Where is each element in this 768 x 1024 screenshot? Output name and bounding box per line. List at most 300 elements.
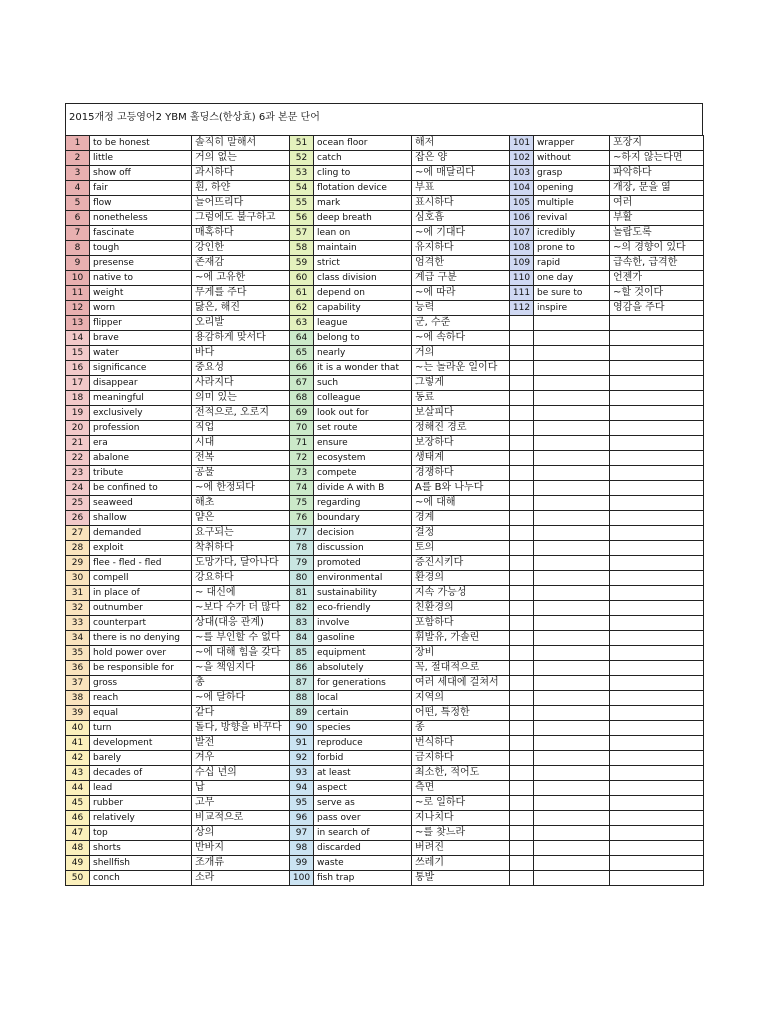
table-row: [66, 646, 704, 661]
word-number: 45: [66, 796, 90, 811]
empty-cell: [510, 556, 534, 571]
empty-cell: [510, 421, 534, 436]
empty-cell: [510, 511, 534, 526]
korean-meaning: 거의 없는: [192, 151, 290, 166]
english-word: development: [90, 736, 192, 751]
word-number: 37: [66, 676, 90, 691]
empty-cell: [610, 331, 704, 346]
empty-cell: [610, 781, 704, 796]
korean-meaning: ~로 일하다: [412, 796, 510, 811]
korean-meaning: ~에 달하다: [192, 691, 290, 706]
english-word: shallow: [90, 511, 192, 526]
english-word: fish trap: [314, 871, 412, 886]
word-number: 56: [290, 211, 314, 226]
empty-cell: [510, 526, 534, 541]
english-word: weight: [90, 286, 192, 301]
english-word: depend on: [314, 286, 412, 301]
korean-meaning: 경쟁하다: [412, 466, 510, 481]
table-row: [66, 151, 704, 166]
english-word: without: [534, 151, 610, 166]
table-row: [66, 601, 704, 616]
vocabulary-table: [65, 135, 704, 886]
word-number: 71: [290, 436, 314, 451]
word-number: 78: [290, 541, 314, 556]
korean-meaning: 해저: [412, 136, 510, 151]
word-number: 48: [66, 841, 90, 856]
word-number: 23: [66, 466, 90, 481]
empty-cell: [534, 421, 610, 436]
korean-meaning: 능력: [412, 301, 510, 316]
table-row: [66, 751, 704, 766]
english-word: class division: [314, 271, 412, 286]
empty-cell: [534, 391, 610, 406]
english-word: flotation device: [314, 181, 412, 196]
word-number: 8: [66, 241, 90, 256]
word-number: 27: [66, 526, 90, 541]
korean-meaning: 친환경의: [412, 601, 510, 616]
korean-meaning: 심호흡: [412, 211, 510, 226]
empty-cell: [610, 511, 704, 526]
korean-meaning: 버려진: [412, 841, 510, 856]
empty-cell: [610, 631, 704, 646]
empty-cell: [610, 616, 704, 631]
empty-cell: [610, 481, 704, 496]
empty-cell: [610, 856, 704, 871]
english-word: flow: [90, 196, 192, 211]
korean-meaning: 존재감: [192, 256, 290, 271]
word-number: 61: [290, 286, 314, 301]
empty-cell: [610, 466, 704, 481]
empty-cell: [610, 451, 704, 466]
english-word: meaningful: [90, 391, 192, 406]
korean-meaning: 상의: [192, 826, 290, 841]
empty-cell: [510, 496, 534, 511]
empty-cell: [534, 826, 610, 841]
word-number: 96: [290, 811, 314, 826]
table-row: [66, 721, 704, 736]
english-word: multiple: [534, 196, 610, 211]
empty-cell: [534, 691, 610, 706]
korean-meaning: 공물: [192, 466, 290, 481]
empty-cell: [610, 751, 704, 766]
word-number: 81: [290, 586, 314, 601]
english-word: rapid: [534, 256, 610, 271]
english-word: local: [314, 691, 412, 706]
table-row: [66, 481, 704, 496]
empty-cell: [534, 376, 610, 391]
word-number: 38: [66, 691, 90, 706]
english-word: presense: [90, 256, 192, 271]
korean-meaning: 휘발유, 가솔린: [412, 631, 510, 646]
english-word: species: [314, 721, 412, 736]
empty-cell: [510, 766, 534, 781]
korean-meaning: 흰, 하얀: [192, 181, 290, 196]
table-row: [66, 526, 704, 541]
empty-cell: [610, 676, 704, 691]
english-word: be sure to: [534, 286, 610, 301]
empty-cell: [534, 496, 610, 511]
table-row: [66, 856, 704, 871]
table-row: [66, 436, 704, 451]
table-row: [66, 676, 704, 691]
table-row: [66, 616, 704, 631]
korean-meaning: 꼭, 절대적으로: [412, 661, 510, 676]
english-word: barely: [90, 751, 192, 766]
korean-meaning: ~보다 수가 더 많다: [192, 601, 290, 616]
table-row: [66, 841, 704, 856]
word-number: 9: [66, 256, 90, 271]
empty-cell: [510, 706, 534, 721]
empty-cell: [534, 766, 610, 781]
english-word: decision: [314, 526, 412, 541]
table-row: [66, 766, 704, 781]
empty-cell: [534, 316, 610, 331]
vocabulary-table-body: [66, 136, 704, 886]
word-number: 106: [510, 211, 534, 226]
korean-meaning: 고무: [192, 796, 290, 811]
english-word: tough: [90, 241, 192, 256]
table-row: [66, 571, 704, 586]
english-word: flipper: [90, 316, 192, 331]
korean-meaning: ~하지 않는다면: [610, 151, 704, 166]
table-row: [66, 406, 704, 421]
korean-meaning: 도망가다, 달아나다: [192, 556, 290, 571]
word-number: 14: [66, 331, 90, 346]
word-number: 62: [290, 301, 314, 316]
empty-cell: [610, 406, 704, 421]
word-number: 79: [290, 556, 314, 571]
table-row: [66, 241, 704, 256]
empty-cell: [510, 751, 534, 766]
empty-cell: [534, 361, 610, 376]
empty-cell: [610, 646, 704, 661]
korean-meaning: ~의 경향이 있다: [610, 241, 704, 256]
english-word: grasp: [534, 166, 610, 181]
word-number: 93: [290, 766, 314, 781]
english-word: fair: [90, 181, 192, 196]
english-word: little: [90, 151, 192, 166]
korean-meaning: ~할 것이다: [610, 286, 704, 301]
korean-meaning: 오리발: [192, 316, 290, 331]
empty-cell: [510, 811, 534, 826]
word-number: 43: [66, 766, 90, 781]
word-number: 17: [66, 376, 90, 391]
empty-cell: [610, 571, 704, 586]
word-number: 100: [290, 871, 314, 886]
word-number: 55: [290, 196, 314, 211]
korean-meaning: 여러: [610, 196, 704, 211]
empty-cell: [510, 616, 534, 631]
english-word: demanded: [90, 526, 192, 541]
english-word: colleague: [314, 391, 412, 406]
empty-cell: [534, 631, 610, 646]
word-number: 54: [290, 181, 314, 196]
empty-cell: [534, 661, 610, 676]
korean-meaning: 얕은: [192, 511, 290, 526]
word-number: 77: [290, 526, 314, 541]
empty-cell: [534, 556, 610, 571]
english-word: waste: [314, 856, 412, 871]
english-word: revival: [534, 211, 610, 226]
empty-cell: [610, 526, 704, 541]
english-word: native to: [90, 271, 192, 286]
word-number: 47: [66, 826, 90, 841]
table-row: [66, 631, 704, 646]
korean-meaning: 보장하다: [412, 436, 510, 451]
empty-cell: [510, 466, 534, 481]
korean-meaning: 시대: [192, 436, 290, 451]
word-number: 39: [66, 706, 90, 721]
english-word: significance: [90, 361, 192, 376]
word-number: 73: [290, 466, 314, 481]
word-number: 10: [66, 271, 90, 286]
english-word: in search of: [314, 826, 412, 841]
korean-meaning: 정해진 경로: [412, 421, 510, 436]
korean-meaning: 엄격한: [412, 256, 510, 271]
table-row: [66, 811, 704, 826]
korean-meaning: 장비: [412, 646, 510, 661]
table-row: [66, 496, 704, 511]
empty-cell: [510, 736, 534, 751]
english-word: at least: [314, 766, 412, 781]
word-number: 53: [290, 166, 314, 181]
korean-meaning: 조개류: [192, 856, 290, 871]
word-number: 4: [66, 181, 90, 196]
korean-meaning: 매혹하다: [192, 226, 290, 241]
empty-cell: [610, 541, 704, 556]
english-word: compell: [90, 571, 192, 586]
english-word: equal: [90, 706, 192, 721]
table-row: [66, 376, 704, 391]
korean-meaning: 어떤, 특정한: [412, 706, 510, 721]
korean-meaning: 수십 년의: [192, 766, 290, 781]
empty-cell: [610, 391, 704, 406]
korean-meaning: 지나치다: [412, 811, 510, 826]
english-word: seaweed: [90, 496, 192, 511]
word-number: 11: [66, 286, 90, 301]
english-word: counterpart: [90, 616, 192, 631]
empty-cell: [510, 361, 534, 376]
empty-cell: [610, 721, 704, 736]
korean-meaning: 토의: [412, 541, 510, 556]
english-word: relatively: [90, 811, 192, 826]
empty-cell: [510, 406, 534, 421]
english-word: reach: [90, 691, 192, 706]
word-number: 20: [66, 421, 90, 436]
table-row: [66, 796, 704, 811]
empty-cell: [534, 676, 610, 691]
word-number: 72: [290, 451, 314, 466]
korean-meaning: 지속 가능성: [412, 586, 510, 601]
word-number: 65: [290, 346, 314, 361]
empty-cell: [534, 856, 610, 871]
english-word: absolutely: [314, 661, 412, 676]
english-word: be responsible for: [90, 661, 192, 676]
table-row: [66, 466, 704, 481]
korean-meaning: 늘어뜨리다: [192, 196, 290, 211]
empty-cell: [610, 766, 704, 781]
empty-cell: [610, 691, 704, 706]
english-word: ecosystem: [314, 451, 412, 466]
english-word: discarded: [314, 841, 412, 856]
korean-meaning: 전복: [192, 451, 290, 466]
table-row: [66, 511, 704, 526]
empty-cell: [534, 871, 610, 886]
empty-cell: [510, 721, 534, 736]
word-number: 98: [290, 841, 314, 856]
word-number: 3: [66, 166, 90, 181]
word-number: 111: [510, 286, 534, 301]
word-number: 31: [66, 586, 90, 601]
table-row: [66, 421, 704, 436]
table-row: [66, 211, 704, 226]
word-number: 50: [66, 871, 90, 886]
korean-meaning: ~에 대해 힘을 갖다: [192, 646, 290, 661]
empty-cell: [510, 841, 534, 856]
english-word: abalone: [90, 451, 192, 466]
table-row: [66, 271, 704, 286]
table-row: [66, 541, 704, 556]
korean-meaning: 증진시키다: [412, 556, 510, 571]
table-row: [66, 661, 704, 676]
english-word: league: [314, 316, 412, 331]
word-number: 67: [290, 376, 314, 391]
word-number: 109: [510, 256, 534, 271]
korean-meaning: 언젠가: [610, 271, 704, 286]
korean-meaning: ~을 책임지다: [192, 661, 290, 676]
english-word: water: [90, 346, 192, 361]
word-number: 33: [66, 616, 90, 631]
korean-meaning: 돌다, 방향을 바꾸다: [192, 721, 290, 736]
word-number: 91: [290, 736, 314, 751]
word-number: 51: [290, 136, 314, 151]
english-word: inspire: [534, 301, 610, 316]
empty-cell: [610, 811, 704, 826]
empty-cell: [610, 706, 704, 721]
korean-meaning: 경계: [412, 511, 510, 526]
korean-meaning: 여러 세대에 걸쳐서: [412, 676, 510, 691]
english-word: sustainability: [314, 586, 412, 601]
table-row: [66, 826, 704, 841]
english-word: shorts: [90, 841, 192, 856]
english-word: brave: [90, 331, 192, 346]
empty-cell: [534, 616, 610, 631]
empty-cell: [510, 331, 534, 346]
english-word: strict: [314, 256, 412, 271]
korean-meaning: 동료: [412, 391, 510, 406]
empty-cell: [534, 736, 610, 751]
english-word: decades of: [90, 766, 192, 781]
empty-cell: [510, 346, 534, 361]
english-word: it is a wonder that: [314, 361, 412, 376]
empty-cell: [510, 481, 534, 496]
table-row: [66, 136, 704, 151]
english-word: flee - fled - fled: [90, 556, 192, 571]
word-number: 44: [66, 781, 90, 796]
table-row: [66, 196, 704, 211]
korean-meaning: ~에 따라: [412, 286, 510, 301]
table-row: [66, 361, 704, 376]
word-number: 29: [66, 556, 90, 571]
korean-meaning: 영감을 주다: [610, 301, 704, 316]
word-number: 108: [510, 241, 534, 256]
korean-meaning: 거의: [412, 346, 510, 361]
korean-meaning: 종: [412, 721, 510, 736]
english-word: exclusively: [90, 406, 192, 421]
korean-meaning: 잡은 양: [412, 151, 510, 166]
empty-cell: [610, 361, 704, 376]
korean-meaning: 소라: [192, 871, 290, 886]
english-word: prone to: [534, 241, 610, 256]
english-word: era: [90, 436, 192, 451]
word-number: 52: [290, 151, 314, 166]
empty-cell: [534, 811, 610, 826]
word-number: 66: [290, 361, 314, 376]
korean-meaning: 중요성: [192, 361, 290, 376]
word-number: 16: [66, 361, 90, 376]
word-number: 92: [290, 751, 314, 766]
english-word: nearly: [314, 346, 412, 361]
word-number: 22: [66, 451, 90, 466]
empty-cell: [534, 706, 610, 721]
word-number: 103: [510, 166, 534, 181]
word-number: 90: [290, 721, 314, 736]
empty-cell: [534, 511, 610, 526]
word-number: 13: [66, 316, 90, 331]
word-number: 19: [66, 406, 90, 421]
word-number: 2: [66, 151, 90, 166]
word-number: 107: [510, 226, 534, 241]
empty-cell: [510, 451, 534, 466]
empty-cell: [510, 646, 534, 661]
empty-cell: [610, 826, 704, 841]
korean-meaning: 겨우: [192, 751, 290, 766]
table-row: [66, 871, 704, 886]
korean-meaning: ~를 찾느라: [412, 826, 510, 841]
word-number: 74: [290, 481, 314, 496]
table-row: [66, 706, 704, 721]
english-word: for generations: [314, 676, 412, 691]
korean-meaning: 최소한, 적어도: [412, 766, 510, 781]
english-word: compete: [314, 466, 412, 481]
korean-meaning: 보살피다: [412, 406, 510, 421]
english-word: catch: [314, 151, 412, 166]
vocabulary-sheet: [65, 103, 703, 886]
empty-cell: [534, 571, 610, 586]
english-word: hold power over: [90, 646, 192, 661]
english-word: divide A with B: [314, 481, 412, 496]
word-number: 15: [66, 346, 90, 361]
korean-meaning: 착취하다: [192, 541, 290, 556]
empty-cell: [510, 571, 534, 586]
english-word: top: [90, 826, 192, 841]
english-word: pass over: [314, 811, 412, 826]
empty-cell: [510, 871, 534, 886]
english-word: discussion: [314, 541, 412, 556]
empty-cell: [534, 526, 610, 541]
korean-meaning: 총: [192, 676, 290, 691]
empty-cell: [534, 346, 610, 361]
word-number: 18: [66, 391, 90, 406]
korean-meaning: A를 B와 나누다: [412, 481, 510, 496]
korean-meaning: ~에 기대다: [412, 226, 510, 241]
english-word: profession: [90, 421, 192, 436]
table-row: [66, 181, 704, 196]
empty-cell: [610, 736, 704, 751]
english-word: maintain: [314, 241, 412, 256]
word-number: 84: [290, 631, 314, 646]
english-word: one day: [534, 271, 610, 286]
